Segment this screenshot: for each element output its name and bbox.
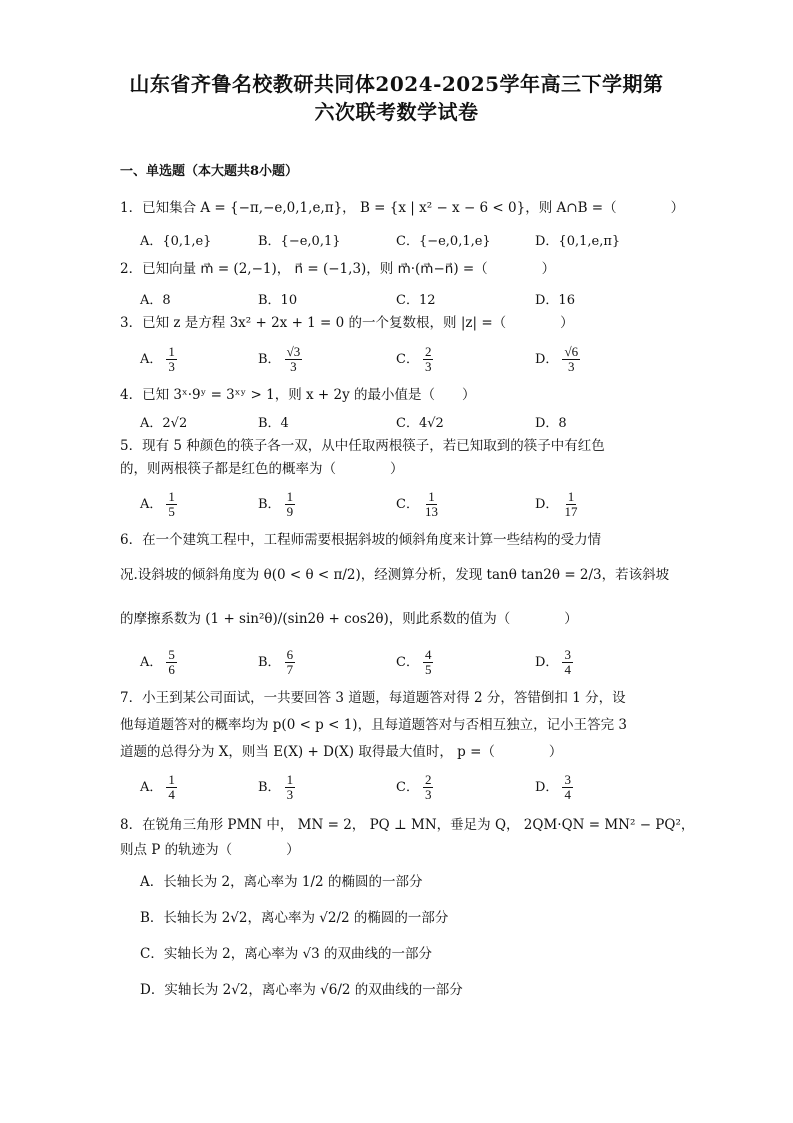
option-b: B． $\frac{6}{7}$ [258,647,294,677]
question-5-line-2: 的，则两根筷子都是红色的概率为（ ） [120,461,404,477]
fraction: $\frac{1}{13}$ [424,489,438,519]
option-b: B．{−e,0,1} [258,234,341,249]
question-3-options [140,345,660,379]
option-b: B． $\frac{√3}{3}$ [258,344,301,374]
option-a: A．{0,1,e} [140,234,212,249]
fraction: $\frac{1}{3}$ [168,344,175,374]
question-7-line-2: 他每道题答对的概率均为 p(0 < p < 1)，且每道题答对与否相互独立，记小王答完 3 [120,717,627,733]
question-6-line-3: 的摩擦系数为 (1 + sin²θ)/(sin2θ + cos2θ)，则此系数的值为（ ） [120,611,578,627]
fraction: $\frac{2}{3}$ [424,344,432,374]
fraction: $\frac{1}{17}$ [564,489,578,519]
fraction: $\frac{4}{5}$ [424,647,432,677]
option-a: A． $\frac{5}{6}$ [140,647,175,677]
option-d: D．16 [535,293,575,308]
option-b: B．长轴长为 2√2，离心率为 √2/2 的椭圆的一部分 [140,910,449,926]
fraction: $\frac{√3}{3}$ [286,344,301,374]
option-b: B． $\frac{1}{9}$ [258,489,294,519]
question-1: 1．已知集合 A = {−π,−e,0,1,e,π}， B = {x | x² − x − 6 < 0}，则 A∩B =（ ） [120,200,685,216]
page-title-line-2: 六次联考数学试卷 [314,100,479,124]
option-b: B．4 [258,416,289,431]
option-c: C． $\frac{4}{5}$ [396,647,432,677]
option-d: D． $\frac{3}{4}$ [535,647,571,677]
option-c: C． $\frac{2}{3}$ [396,772,432,802]
option-a: A． $\frac{1}{5}$ [140,489,175,519]
fraction: $\frac{6}{7}$ [286,647,294,677]
question-7-options [140,773,660,807]
question-2-options [140,289,660,311]
question-6-line-2: 况.设斜坡的倾斜角度为 θ(0 < θ < π/2)，经测算分析，发现 tanθ tan2θ = 2/3，若该斜坡 [120,567,670,583]
option-d: D．8 [535,416,567,431]
question-7-line-3: 道题的总得分为 X，则当 E(X) + D(X) 取得最大值时， p =（ ） [120,744,563,760]
question-7-line-1: 7．小王到某公司面试，一共要回答 3 道题，每道题答对得 2 分，答错倒扣 1 分，设 [120,690,626,706]
option-d: D． $\frac{√6}{3}$ [535,344,579,374]
option-c: C．4√2 [396,416,444,431]
option-b: B． $\frac{1}{3}$ [258,772,294,802]
question-8-line-2: 则点 P 的轨迹为（ ） [120,842,300,858]
fraction: $\frac{3}{4}$ [564,647,571,677]
option-d: D．{0,1,e,π} [535,234,621,249]
option-a: A．2√2 [140,416,188,431]
fraction: $\frac{1}{4}$ [168,772,175,802]
fraction: $\frac{1}{3}$ [286,772,294,802]
question-2: 2．已知向量 m⃗ = (2,−1)， n⃗ = (−1,3)，则 m⃗·(m⃗−n⃗) =（ ） [120,261,556,277]
question-3: 3．已知 z 是方程 3x² + 2x + 1 = 0 的一个复数根，则 |z| =（ ） [120,315,574,331]
option-c: C．{−e,0,1,e} [396,234,491,249]
option-a: A． $\frac{1}{3}$ [140,344,175,374]
page-title-line-1: 山东省齐鲁名校教研共同体2024-2025学年高三下学期第 [129,72,664,96]
fraction: $\frac{2}{3}$ [424,772,432,802]
option-c: C．12 [396,293,436,308]
question-6-options [140,648,660,682]
option-d: D．实轴长为 2√2，离心率为 √6/2 的双曲线的一部分 [140,982,463,998]
fraction: $\frac{1}{9}$ [286,489,294,519]
fraction: $\frac{√6}{3}$ [564,344,579,374]
fraction: $\frac{3}{4}$ [564,772,571,802]
option-d: D． $\frac{1}{17}$ [535,489,578,519]
question-1-options [140,230,660,252]
fraction: $\frac{5}{6}$ [168,647,175,677]
option-c: C． $\frac{1}{13}$ [396,489,438,519]
option-b: B．10 [258,293,298,308]
option-a: A．8 [140,293,171,308]
option-d: D． $\frac{3}{4}$ [535,772,571,802]
question-5-line-1: 5．现有 5 种颜色的筷子各一双，从中任取两根筷子，若已知取到的筷子中有红色 [120,438,605,454]
fraction: $\frac{1}{5}$ [168,489,175,519]
option-a: A． $\frac{1}{4}$ [140,772,175,802]
section-heading: 一、单选题（本大题共8小题） [120,164,299,179]
option-c: C． $\frac{2}{3}$ [396,344,432,374]
question-5-options [140,490,660,524]
question-6-line-1: 6．在一个建筑工程中，工程师需要根据斜坡的倾斜角度来计算一些结构的受力情 [120,532,602,548]
question-4: 4．已知 3ˣ·9ʸ = 3ˣʸ > 1，则 x + 2y 的最小值是（ ） [120,387,476,403]
question-4-options [140,412,660,434]
option-a: A．长轴长为 2，离心率为 1/2 的椭圆的一部分 [140,874,423,890]
option-c: C．实轴长为 2，离心率为 √3 的双曲线的一部分 [140,946,432,962]
question-8-line-1: 8．在锐角三角形 PMN 中， MN = 2， PQ ⊥ MN，垂足为 Q， 2QM·QN = MN² − PQ²， [120,817,695,833]
